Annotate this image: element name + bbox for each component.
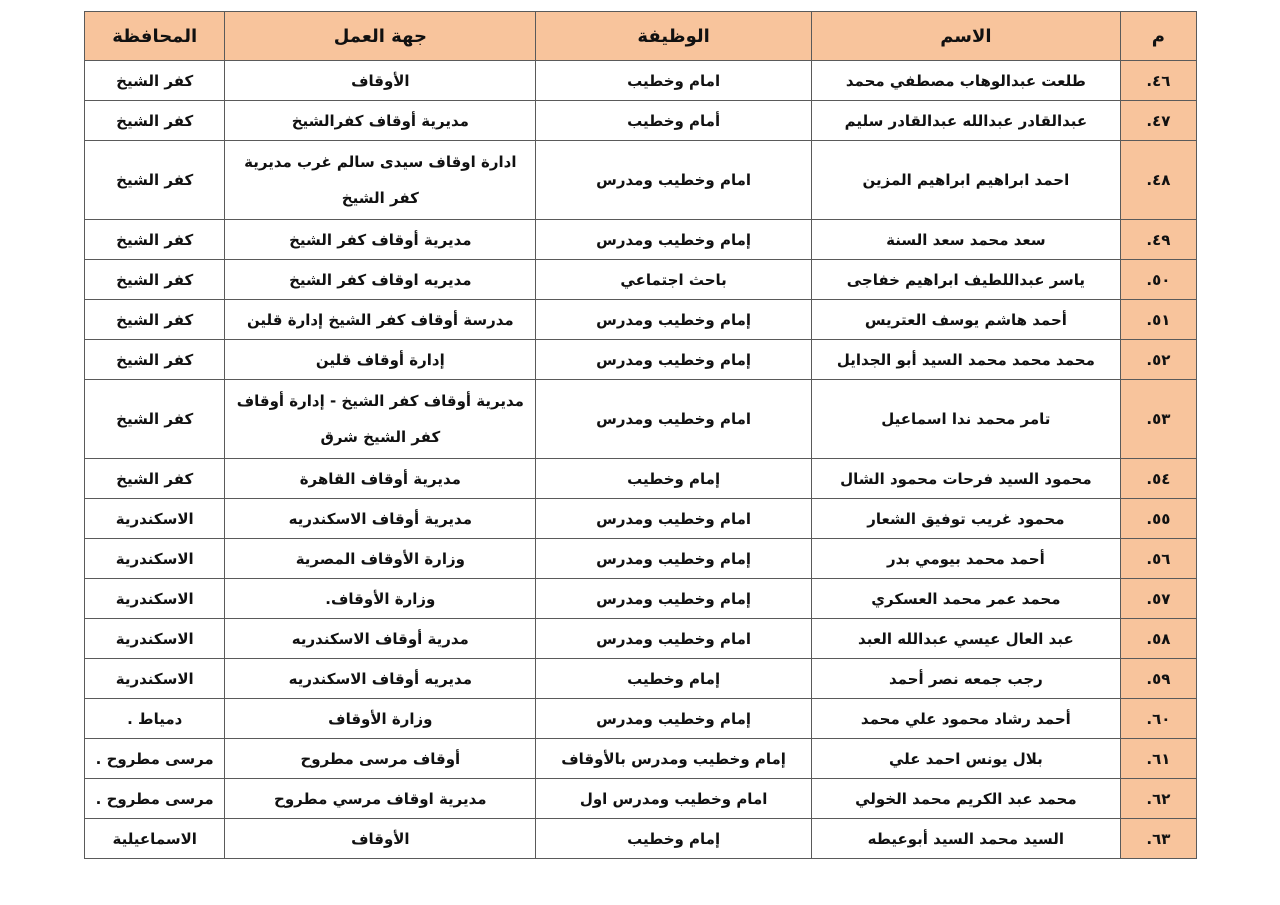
row-name: محمود السيد فرحات محمود الشال: [811, 459, 1120, 499]
row-workplace: إدارة أوقاف قلين: [225, 340, 536, 380]
row-governorate: كفر الشيخ: [85, 300, 225, 340]
row-job: إمام وخطيب ومدرس: [536, 220, 812, 260]
row-name: أحمد هاشم يوسف العتريس: [811, 300, 1120, 340]
row-workplace: مدرسة أوقاف كفر الشيخ إدارة قلين: [225, 300, 536, 340]
row-workplace: مديريه أوقاف الاسكندريه: [225, 659, 536, 699]
row-governorate: الاسكندرية: [85, 579, 225, 619]
table-body: [85, 61, 1197, 859]
row-name: محمد محمد محمد السيد أبو الجدايل: [811, 340, 1120, 380]
row-number: ٥٣.: [1120, 380, 1196, 459]
table-row: [85, 459, 1197, 499]
row-job: إمام وخطيب ومدرس: [536, 579, 812, 619]
table-row: [85, 699, 1197, 739]
row-workplace: مديرية أوقاف كفرالشيخ: [225, 101, 536, 141]
row-job: إمام وخطيب: [536, 459, 812, 499]
table-header: [85, 12, 1197, 61]
row-governorate: كفر الشيخ: [85, 61, 225, 101]
row-governorate: كفر الشيخ: [85, 141, 225, 220]
row-number: ٦٠.: [1120, 699, 1196, 739]
row-name: بلال يونس احمد علي: [811, 739, 1120, 779]
row-job: امام وخطيب ومدرس: [536, 141, 812, 220]
row-workplace: مدرية أوقاف الاسكندريه: [225, 619, 536, 659]
row-number: ٥٧.: [1120, 579, 1196, 619]
row-number: ٤٧.: [1120, 101, 1196, 141]
row-job: امام وخطيب ومدرس اول: [536, 779, 812, 819]
header-job: الوظيفة: [536, 12, 812, 61]
row-governorate: الاسكندرية: [85, 499, 225, 539]
row-job: إمام وخطيب ومدرس بالأوقاف: [536, 739, 812, 779]
row-governorate: مرسى مطروح .: [85, 739, 225, 779]
table-row: [85, 619, 1197, 659]
table-row: [85, 659, 1197, 699]
row-name: أحمد محمد بيومي بدر: [811, 539, 1120, 579]
row-name: تامر محمد ندا اسماعيل: [811, 380, 1120, 459]
row-workplace: الأوقاف: [225, 61, 536, 101]
table-row: [85, 579, 1197, 619]
row-number: ٤٩.: [1120, 220, 1196, 260]
row-workplace: وزارة الأوقاف المصرية: [225, 539, 536, 579]
row-job: امام وخطيب ومدرس: [536, 499, 812, 539]
row-job: امام وخطيب ومدرس: [536, 619, 812, 659]
table-row: [85, 61, 1197, 101]
row-governorate: كفر الشيخ: [85, 101, 225, 141]
row-name: محمد عبد الكريم محمد الخولي: [811, 779, 1120, 819]
row-workplace: مديرية أوقاف كفر الشيخ - إدارة أوقاف كفر الشيخ شرق: [225, 380, 536, 459]
row-workplace: مديرية أوقاف الاسكندريه: [225, 499, 536, 539]
row-workplace: مديريه اوقاف كفر الشيخ: [225, 260, 536, 300]
row-job: باحث اجتماعي: [536, 260, 812, 300]
table-row: [85, 141, 1197, 220]
row-name: سعد محمد سعد السنة: [811, 220, 1120, 260]
row-governorate: الاسكندرية: [85, 539, 225, 579]
table-row: [85, 779, 1197, 819]
header-work: جهة العمل: [225, 12, 536, 61]
row-governorate: كفر الشيخ: [85, 260, 225, 300]
row-name: محمد عمر محمد العسكري: [811, 579, 1120, 619]
row-workplace: وزارة الأوقاف.: [225, 579, 536, 619]
row-number: ٥٨.: [1120, 619, 1196, 659]
row-governorate: دمياط .: [85, 699, 225, 739]
table-row: [85, 819, 1197, 859]
row-number: ٥٥.: [1120, 499, 1196, 539]
row-governorate: كفر الشيخ: [85, 220, 225, 260]
table-row: [85, 101, 1197, 141]
row-name: أحمد رشاد محمود علي محمد: [811, 699, 1120, 739]
row-name: رجب جمعه نصر أحمد: [811, 659, 1120, 699]
row-governorate: كفر الشيخ: [85, 340, 225, 380]
row-job: إمام وخطيب: [536, 819, 812, 859]
row-governorate: كفر الشيخ: [85, 459, 225, 499]
table-row: [85, 300, 1197, 340]
table-row: [85, 739, 1197, 779]
row-number: ٥١.: [1120, 300, 1196, 340]
row-workplace: الأوقاف: [225, 819, 536, 859]
row-number: ٥٠.: [1120, 260, 1196, 300]
table-row: [85, 539, 1197, 579]
row-job: امام وخطيب: [536, 61, 812, 101]
row-job: أمام وخطيب: [536, 101, 812, 141]
row-name: عبد العال عيسي عبدالله العبد: [811, 619, 1120, 659]
row-number: ٥٦.: [1120, 539, 1196, 579]
table-row: [85, 380, 1197, 459]
row-governorate: كفر الشيخ: [85, 380, 225, 459]
row-governorate: مرسى مطروح .: [85, 779, 225, 819]
header-governorate: المحافظة: [85, 12, 225, 61]
row-workplace: وزارة الأوقاف: [225, 699, 536, 739]
staff-table: [84, 11, 1197, 859]
row-name: السيد محمد السيد أبوعيطه: [811, 819, 1120, 859]
row-job: إمام وخطيب ومدرس: [536, 300, 812, 340]
row-governorate: الاسكندرية: [85, 619, 225, 659]
row-job: إمام وخطيب ومدرس: [536, 340, 812, 380]
row-number: ٦٢.: [1120, 779, 1196, 819]
row-job: إمام وخطيب: [536, 659, 812, 699]
row-number: ٥٢.: [1120, 340, 1196, 380]
row-workplace: مديرية اوقاف مرسي مطروح: [225, 779, 536, 819]
row-number: ٦١.: [1120, 739, 1196, 779]
row-governorate: الاسماعيلية: [85, 819, 225, 859]
row-job: امام وخطيب ومدرس: [536, 380, 812, 459]
header-row: [85, 12, 1197, 61]
row-number: ٦٣.: [1120, 819, 1196, 859]
row-number: ٤٨.: [1120, 141, 1196, 220]
table-row: [85, 260, 1197, 300]
row-workplace: مديرية أوقاف كفر الشيخ: [225, 220, 536, 260]
header-num: م: [1120, 12, 1196, 61]
row-number: ٥٤.: [1120, 459, 1196, 499]
row-number: ٥٩.: [1120, 659, 1196, 699]
row-name: ياسر عبداللطيف ابراهيم خفاجى: [811, 260, 1120, 300]
row-workplace: مديرية أوقاف القاهرة: [225, 459, 536, 499]
row-workplace: ادارة اوقاف سيدى سالم غرب مديرية كفر الشيخ: [225, 141, 536, 220]
table-row: [85, 220, 1197, 260]
header-name: الاسم: [811, 12, 1120, 61]
row-name: عبدالقادر عبدالله عبدالقادر سليم: [811, 101, 1120, 141]
row-number: ٤٦.: [1120, 61, 1196, 101]
table-row: [85, 340, 1197, 380]
row-name: طلعت عبدالوهاب مصطفي محمد: [811, 61, 1120, 101]
row-workplace: أوقاف مرسى مطروح: [225, 739, 536, 779]
row-job: إمام وخطيب ومدرس: [536, 699, 812, 739]
row-name: احمد ابراهيم ابراهيم المزين: [811, 141, 1120, 220]
row-job: إمام وخطيب ومدرس: [536, 539, 812, 579]
row-name: محمود غريب توفيق الشعار: [811, 499, 1120, 539]
table-row: [85, 499, 1197, 539]
row-governorate: الاسكندرية: [85, 659, 225, 699]
